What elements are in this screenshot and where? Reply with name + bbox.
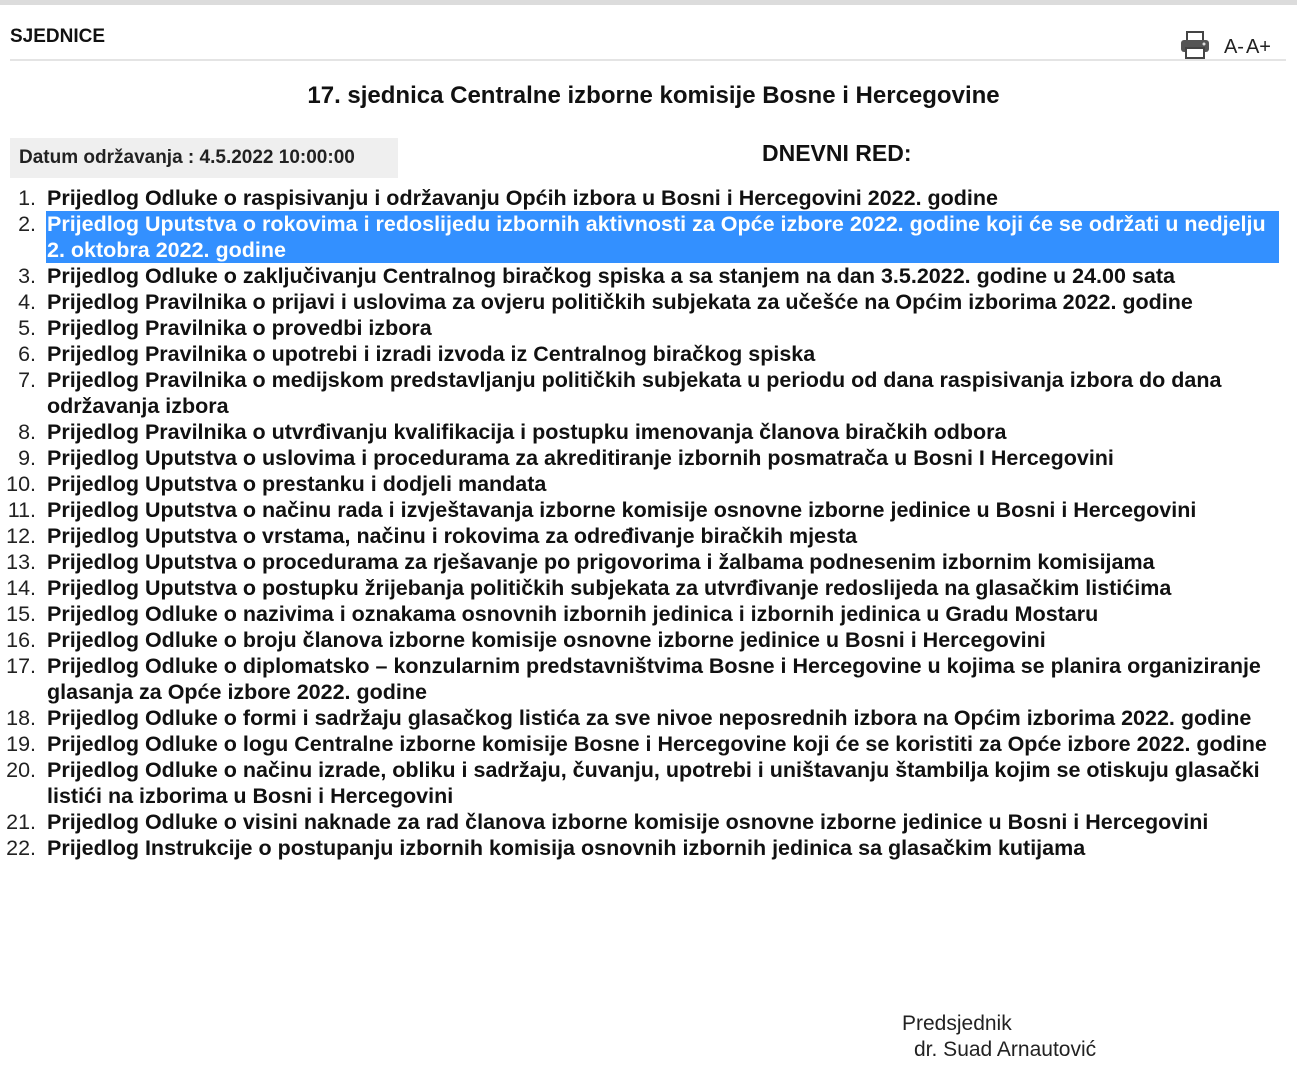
printer-icon[interactable] <box>1180 31 1210 59</box>
agenda-item-number: 11. <box>7 498 36 522</box>
agenda-item <box>0 367 1297 419</box>
agenda-item-number: 1. <box>18 186 36 210</box>
session-title: 17. sjednica Centralne izborne komisije Bosne i Hercegovine <box>307 82 1000 109</box>
agenda-heading: DNEVNI RED: <box>762 140 912 166</box>
agenda-item-text: Prijedlog Pravilnika o upotrebi i izradi izvoda iz Centralnog biračkog spiska <box>47 342 816 366</box>
agenda-item-text: Prijedlog Instrukcije o postupanju izbornih komisija osnovnih izbornih jedinica sa glasačkim kutijama <box>47 836 1086 860</box>
agenda-item <box>0 653 1297 705</box>
agenda-item <box>0 185 1297 211</box>
agenda-item <box>0 341 1297 367</box>
agenda-item-text: Prijedlog Uputstva o prestanku i dodjeli mandata <box>47 472 547 496</box>
agenda-item-text: Prijedlog Odluke o broju članova izborne komisije osnovne izborne jedinice u Bosni i Hercegovini <box>47 628 1046 652</box>
agenda-item-number: 9. <box>18 446 36 470</box>
agenda-item-number: 12. <box>6 524 36 548</box>
agenda-item <box>0 601 1297 627</box>
agenda-item-text: Prijedlog Uputstva o rokovima i redoslijedu izbornih aktivnosti za Opće izbore 2022. godine koji će se održati u nedjelju 2. oktobra 2022. godine <box>46 211 1279 263</box>
agenda-item-number: 6. <box>18 342 36 366</box>
agenda-item-text: Prijedlog Pravilnika o prijavi i uslovima za ovjeru političkih subjekata za učešće na Općim izborima 2022. godine <box>47 290 1193 314</box>
agenda-item <box>0 445 1297 471</box>
agenda-item <box>0 523 1297 549</box>
agenda-item-text: Prijedlog Odluke o nazivima i oznakama osnovnih izbornih jedinica i izbornih jedinica u Gradu Mostaru <box>47 602 1099 626</box>
agenda-item-number: 21. <box>6 810 36 834</box>
agenda-item-text: Prijedlog Odluke o logu Centralne izborne komisije Bosne i Hercegovine koji će se koristiti za Opće izbore 2022. godine <box>47 732 1267 756</box>
agenda-item <box>0 263 1297 289</box>
session-date: Datum održavanja : 4.5.2022 10:00:00 <box>10 138 398 178</box>
top-border <box>0 0 1297 5</box>
agenda-item-number: 14. <box>6 576 36 600</box>
agenda-item-text: Prijedlog Odluke o visini naknade za rad članova izborne komisije osnovne izborne jedinice u Bosni i Hercegovini <box>47 810 1209 834</box>
agenda-item-text: Prijedlog Odluke o načinu izrade, obliku i sadržaju, čuvanju, upotrebi i uništavanju štambilja kojim se otiskuju glasački listići na izborima u Bosni i Hercegovini <box>47 758 1260 808</box>
agenda-item-number: 16. <box>6 628 36 652</box>
agenda-item-number: 3. <box>18 264 36 288</box>
agenda-item-text: Prijedlog Uputstva o uslovima i procedurama za akreditiranje izbornih posmatrača u Bosni I Hercegovini <box>47 446 1114 470</box>
agenda-item-number: 10. <box>6 472 36 496</box>
agenda-item <box>0 211 1297 263</box>
header-divider <box>10 59 1286 61</box>
agenda-item-number: 17. <box>6 654 36 678</box>
agenda-item-number: 7. <box>18 368 36 392</box>
agenda-item-number: 22. <box>6 836 36 860</box>
agenda-item-text: Prijedlog Pravilnika o utvrđivanju kvalifikacija i postupku imenovanja članova biračkih odbora <box>47 420 1007 444</box>
agenda-item <box>0 575 1297 601</box>
agenda-item-number: 8. <box>18 420 36 444</box>
agenda-item-text: Prijedlog Odluke o formi i sadržaju glasačkog listića za sve nivoe neposrednih izbora na Općim izborima 2022. godine <box>47 706 1252 730</box>
agenda-item <box>0 757 1297 809</box>
signature-block <box>902 1011 1096 1063</box>
agenda-item-text: Prijedlog Odluke o zaključivanju Centralnog biračkog spiska a sa stanjem na dan 3.5.2022. godine u 24.00 sata <box>47 264 1175 288</box>
agenda-item <box>0 835 1297 861</box>
agenda-item-number: 5. <box>18 316 36 340</box>
agenda-item-number: 4. <box>18 290 36 314</box>
agenda-item <box>0 289 1297 315</box>
agenda-list <box>0 185 1297 861</box>
agenda-item-number: 20. <box>6 758 36 782</box>
agenda-item <box>0 731 1297 757</box>
page-tools <box>1180 26 1271 59</box>
agenda-item <box>0 471 1297 497</box>
agenda-item-number: 19. <box>6 732 36 756</box>
agenda-item-text: Prijedlog Uputstva o postupku žrijebanja političkih subjekata za utvrđivanje redoslijeda na glasačkim listićima <box>47 576 1172 600</box>
agenda-item-text: Prijedlog Uputstva o načinu rada i izvještavanja izborne komisije osnovne izborne jedinice u Bosni i Hercegovini <box>47 498 1197 522</box>
font-decrease-button[interactable]: A- <box>1223 36 1244 58</box>
agenda-item-number: 13. <box>6 550 36 574</box>
section-title: SJEDNICE <box>10 26 106 47</box>
agenda-item-number: 15. <box>6 602 36 626</box>
signature-role: Predsjednik <box>902 1012 1012 1035</box>
agenda-item <box>0 809 1297 835</box>
font-increase-button[interactable]: A+ <box>1245 36 1271 58</box>
agenda-item-number: 18. <box>6 706 36 730</box>
agenda-item-number: 2. <box>18 212 36 236</box>
signature-name: dr. Suad Arnautović <box>914 1038 1097 1061</box>
agenda-item <box>0 497 1297 523</box>
agenda-item <box>0 627 1297 653</box>
agenda-item-text: Prijedlog Pravilnika o provedbi izbora <box>47 316 432 340</box>
agenda-item-text: Prijedlog Pravilnika o medijskom predstavljanju političkih subjekata u periodu od dana raspisivanja izbora do dana održavanja izbora <box>47 368 1222 418</box>
agenda-item <box>0 315 1297 341</box>
agenda-item-text: Prijedlog Odluke o diplomatsko – konzularnim predstavništvima Bosne i Hercegovine u kojima se planira organiziranje glasanja za Opće izbore 2022. godine <box>47 654 1261 704</box>
agenda-item <box>0 419 1297 445</box>
agenda-item-text: Prijedlog Odluke o raspisivanju i održavanju Općih izbora u Bosni i Hercegovini 2022. godine <box>47 186 998 210</box>
agenda-item-text: Prijedlog Uputstva o vrstama, načinu i rokovima za određivanje biračkih mjesta <box>47 524 858 548</box>
agenda-item <box>0 705 1297 731</box>
agenda-item-text: Prijedlog Uputstva o procedurama za rješavanje po prigovorima i žalbama podnesenim izbornim komisijama <box>47 550 1155 574</box>
agenda-item <box>0 549 1297 575</box>
